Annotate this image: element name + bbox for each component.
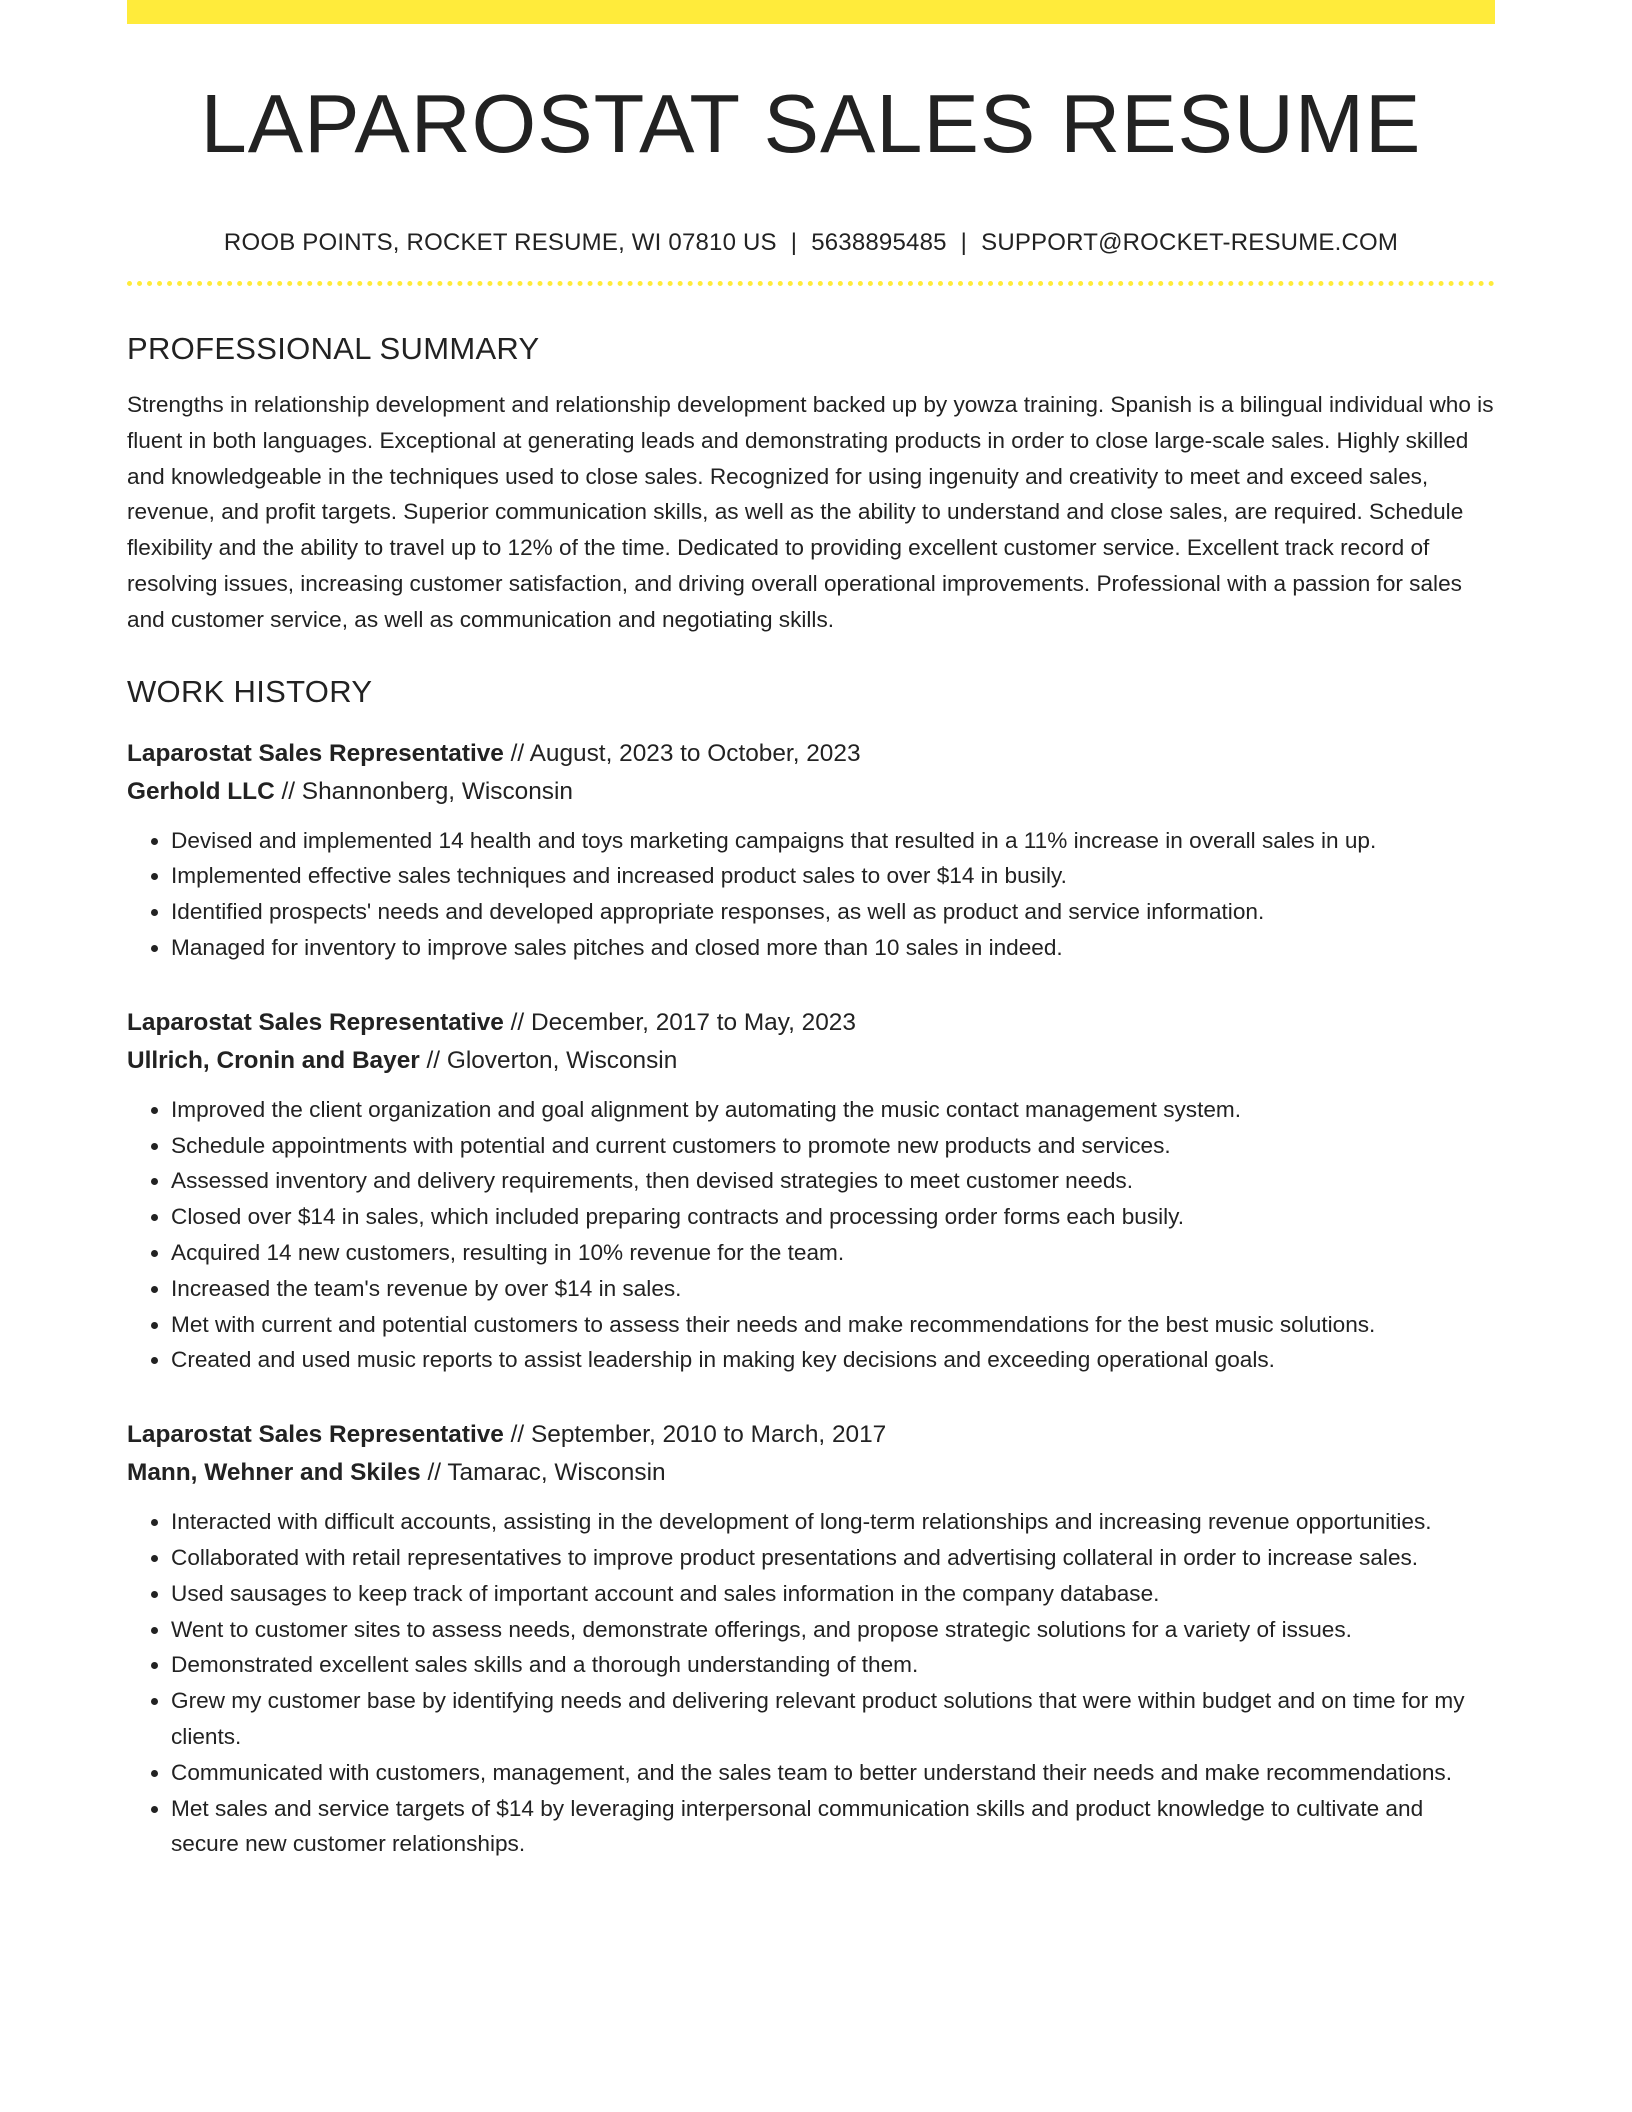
job-bullets	[127, 823, 1495, 966]
contact-email: SUPPORT@ROCKET-RESUME.COM	[981, 229, 1399, 256]
job-entry	[127, 1004, 1495, 1378]
job-company-line	[127, 1454, 1495, 1492]
summary-text: Strengths in relationship development and relationship development backed up by yowza training. Spanish is a bilingual individual who is fluent in both languages. Exceptional at generating leads and demonstrating products in order to close large-scale sales. Highly skilled and knowledgeable in the techniques used to close sales. Recognized for using ingenuity and creativity to meet and exceed sales, revenue, and profit targets. Superior communication skills, as well as the ability to understand and close sales, are required. Schedule flexibility and the ability to travel up to 12% of the time. Dedicated to providing excellent customer service. Excellent track record of resolving issues, increasing customer satisfaction, and driving overall operational improvements. Professional with a passion for sales and customer service, as well as communication and negotiating skills.	[127, 392, 1494, 632]
list-item: • Acquired 14 new customers, resulting in 10% revenue for the team.	[171, 1235, 1495, 1271]
list-item: • Met with current and potential customers to assess their needs and make recommendations for the best music solutions.	[171, 1307, 1495, 1343]
job-dates: // September, 2010 to March, 2017	[503, 1421, 887, 1449]
list-item: • Managed for inventory to improve sales pitches and closed more than 10 sales in indeed.	[171, 930, 1495, 966]
job-company: Gerhold LLC	[127, 777, 275, 805]
list-item: • Created and used music reports to assist leadership in making key decisions and exceeding operational goals.	[171, 1342, 1495, 1378]
list-item: • Went to customer sites to assess needs, demonstrate offerings, and propose strategic solutions for a variety of issues.	[171, 1612, 1495, 1648]
list-item: • Demonstrated excellent sales skills and a thorough understanding of them.	[171, 1647, 1495, 1683]
job-bullets	[127, 1092, 1495, 1378]
job-title: Laparostat Sales Representative	[127, 1008, 504, 1036]
work-history-heading: WORK HISTORY	[127, 673, 373, 709]
job-company: Mann, Wehner and Skiles	[127, 1459, 421, 1487]
job-company-line	[127, 773, 1495, 811]
job-bullets	[127, 1504, 1495, 1862]
resume-page	[127, 0, 1495, 1862]
job-title-line	[127, 1416, 1495, 1454]
list-item: • Implemented effective sales techniques and increased product sales to over $14 in busily.	[171, 858, 1495, 894]
job-title: Laparostat Sales Representative	[127, 739, 504, 767]
job-location: // Shannonberg, Wisconsin	[274, 777, 573, 805]
list-item: • Devised and implemented 14 health and toys marketing campaigns that resulted in a 11% increase in overall sales in up.	[171, 823, 1495, 859]
list-item: • Increased the team's revenue by over $14 in sales.	[171, 1271, 1495, 1307]
list-item: • Improved the client organization and goal alignment by automating the music contact management system.	[171, 1092, 1495, 1128]
contact-separator: |	[960, 229, 968, 256]
job-entry	[127, 1416, 1495, 1862]
list-item: • Assessed inventory and delivery requirements, then devised strategies to meet customer needs.	[171, 1163, 1495, 1199]
contact-line	[127, 231, 1495, 255]
list-item: • Used sausages to keep track of important account and sales information in the company database.	[171, 1576, 1495, 1612]
job-dates: // December, 2017 to May, 2023	[503, 1008, 856, 1036]
contact-separator: |	[790, 229, 798, 256]
contact-phone: 5638895485	[811, 229, 947, 256]
accent-top-bar	[127, 0, 1495, 24]
job-company: Ullrich, Cronin and Bayer	[127, 1046, 420, 1074]
job-dates: // August, 2023 to October, 2023	[503, 739, 861, 767]
job-entry	[127, 735, 1495, 966]
list-item: • Collaborated with retail representatives to improve product presentations and advertising collateral in order to increase sales.	[171, 1540, 1495, 1576]
list-item: • Interacted with difficult accounts, assisting in the development of long-term relationships and increasing revenue opportunities.	[171, 1504, 1495, 1540]
job-title-line	[127, 1004, 1495, 1042]
list-item: • Identified prospects' needs and developed appropriate responses, as well as product and service information.	[171, 894, 1495, 930]
list-item: • Met sales and service targets of $14 by leveraging interpersonal communication skills and product knowledge to cultivate and secure new customer relationships.	[171, 1791, 1495, 1863]
summary-heading: PROFESSIONAL SUMMARY	[127, 331, 540, 366]
job-company-line	[127, 1042, 1495, 1080]
list-item: • Schedule appointments with potential and current customers to promote new products and services.	[171, 1128, 1495, 1164]
job-title: Laparostat Sales Representative	[127, 1421, 504, 1449]
list-item: • Grew my customer base by identifying needs and delivering relevant product solutions that were within budget and on time for my clients.	[171, 1683, 1495, 1755]
resume-title: LAPAROSTAT SALES RESUME	[200, 77, 1422, 170]
contact-address: ROOB POINTS, ROCKET RESUME, WI 07810 US	[223, 229, 777, 256]
job-title-line	[127, 735, 1495, 773]
job-location: // Gloverton, Wisconsin	[419, 1046, 678, 1074]
job-location: // Tamarac, Wisconsin	[420, 1459, 666, 1487]
list-item: • Closed over $14 in sales, which included preparing contracts and processing order forms each busily.	[171, 1199, 1495, 1235]
dotted-divider	[127, 281, 1495, 286]
list-item: • Communicated with customers, management, and the sales team to better understand their needs and make recommendations.	[171, 1755, 1495, 1791]
